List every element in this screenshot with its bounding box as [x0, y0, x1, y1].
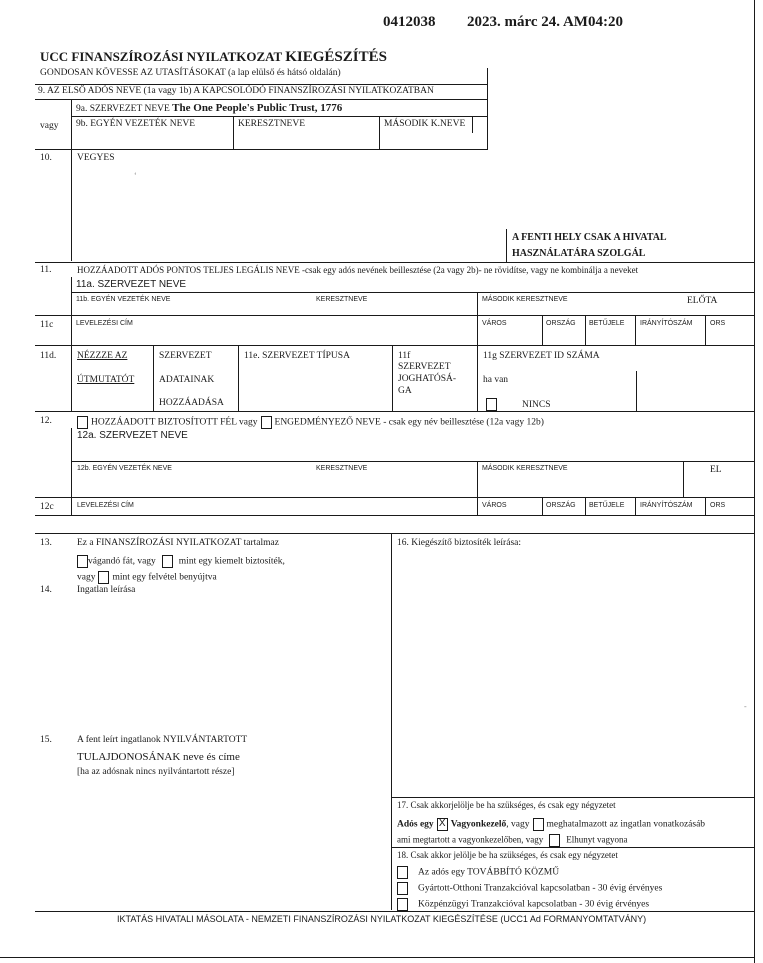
jurisdiction-11f-2: SZERVEZET	[398, 362, 451, 372]
section-12-heading: HOZZÁADOTT BIZTOSÍTOTT FÉL vagy ENGEDMÉNYEZŐ NEVE - csak egy név beillesztése (12a vagy 12b)	[77, 416, 544, 429]
stray-mark: ‘	[134, 171, 137, 180]
mailing-address-11c[interactable]: LEVELEZÉSI CÍM	[76, 320, 133, 327]
section-15-num: 15.	[40, 735, 52, 745]
zip-11c[interactable]: IRÁNYÍTÓSZÁM	[640, 320, 693, 327]
fixture-checkbox[interactable]	[162, 555, 173, 568]
city-11c[interactable]: VÁROS	[482, 320, 507, 327]
firstname-label: KERESZTNEVE	[238, 119, 306, 129]
public-finance-option: Közpénzügyi Tranzakcióval kapcsolatban - 30 évig érvényes	[397, 898, 649, 911]
section-11d-num: 11d.	[40, 351, 57, 361]
instructions: GONDOSAN KÖVESSE AZ UTASÍTÁSOKAT (a lap elülső és hátsó oldalán)	[40, 68, 341, 78]
section-10-num: 10.	[40, 153, 52, 163]
country-code-12c: ORS	[710, 502, 726, 509]
none-option[interactable]: NINCS	[483, 398, 551, 411]
org-id-11g[interactable]: 11g SZERVEZET ID SZÁMA	[483, 351, 600, 361]
if-any-label: ha van	[483, 375, 509, 385]
surname-12b[interactable]: 12b. EGYÉN VEZETÉK NEVE	[77, 465, 172, 472]
section-9-heading: 9. AZ ELSŐ ADÓS NEVE (1a vagy 1b) A KAPCSOLÓDÓ FINANSZÍROZÁSI NYILATKOZATBAN	[38, 86, 434, 96]
transmitting-utility-option: Az adós egy TOVÁBBÍTÓ KÖZMŰ	[397, 866, 559, 879]
prefix-12b: EL	[710, 465, 722, 475]
middle-12b[interactable]: MÁSODIK KERESZTNEVE	[482, 465, 568, 472]
prefix-11b: ELŐTA	[687, 296, 718, 306]
section-11-heading: HOZZÁADOTT ADÓS PONTOS TELJES LEGÁLIS NEVE -csak egy adós nevének beillesztése (2a vagy 2b)- ne rövidítse, vagy ne kombinálja a neveket	[77, 265, 639, 275]
trustee-power-checkbox[interactable]	[533, 818, 544, 831]
none-checkbox[interactable]	[486, 398, 497, 411]
as-extracted-checkbox[interactable]	[98, 571, 109, 584]
city-12c[interactable]: VÁROS	[482, 502, 507, 509]
timber-checkbox[interactable]	[77, 555, 88, 568]
org-name-11a[interactable]: 11a. SZERVEZET NEVE	[76, 279, 187, 290]
section-13-line2: vágandó fát, vagy mint egy kiemelt biztosíték,	[77, 555, 285, 568]
mailing-address-12c[interactable]: LEVELEZÉSI CÍM	[77, 502, 134, 509]
section-13-num: 13.	[40, 538, 52, 548]
section-11-num: 11.	[40, 265, 52, 275]
middle-11b[interactable]: MÁSODIK KERESZTNEVE	[482, 296, 568, 303]
org-name-field[interactable]: 9a. SZERVEZET NEVE The One People's Public Trust, 1776	[76, 102, 343, 114]
footer-text: IKTATÁS HIVATALI MÁSOLATA - NEMZETI FINANSZÍROZÁSI NYILATKOZAT KIEGÉSZÍTÉSE (UCC1 Ad FORMANYOMTATVÁNY)	[117, 914, 647, 924]
section-14-num: 14.	[40, 585, 52, 595]
secured-party-checkbox[interactable]	[77, 416, 88, 429]
filing-timestamp: 2023. márc 24. AM04:20	[467, 14, 623, 30]
middle-label: MÁSODIK K.NEVE	[384, 119, 466, 129]
section-16-label: 16. Kiegészítő biztosíték leírása:	[397, 538, 521, 548]
section-17-line1: Adós egy X Vagyonkezelő, vagy meghatalmazott az ingatlan vonatkozásáb	[397, 818, 706, 830]
page-edge	[754, 0, 755, 963]
section-17-heading: 17. Csak akkorjelölje be ha szükséges, és csak egy négyzetet	[397, 800, 616, 810]
record-owner-line3: [ha az adósnak nincs nyilvántartott része]	[77, 767, 235, 777]
trustee-checkbox[interactable]: X	[437, 818, 448, 831]
file-number: 0412038	[383, 14, 436, 30]
section-17-line2: ami megtartott a vagyonkezelőben, vagy Elhunyt vagyona	[397, 834, 627, 847]
office-use-line2: HASZNÁLATÁRA SZOLGÁL	[512, 248, 646, 259]
real-estate-description[interactable]: Ingatlan leírása	[77, 585, 136, 595]
see-instructions-link-2[interactable]: ÚTMUTATÓT	[77, 375, 135, 385]
record-owner-line1: A fent leírt ingatlanok NYILVÁNTARTOTT	[77, 735, 248, 745]
country-12c[interactable]: ORSZÁG	[546, 502, 576, 509]
zip-12c[interactable]: IRÁNYÍTÓSZÁM	[640, 502, 693, 509]
country-code-11c: ORS	[710, 320, 726, 327]
org-info-1: SZERVEZET	[159, 351, 212, 361]
page-edge-bottom	[0, 957, 755, 958]
org-name-12a[interactable]: 12a. SZERVEZET NEVE	[77, 430, 188, 441]
section-12c-num: 12c	[40, 502, 54, 512]
section-12-num: 12.	[40, 416, 52, 426]
assignor-checkbox[interactable]	[261, 416, 272, 429]
jurisdiction-11f-4: GA	[398, 386, 412, 396]
state-12c[interactable]: BETŰJELE	[589, 502, 625, 509]
org-type-11e[interactable]: 11e. SZERVEZET TÍPUSA	[244, 351, 350, 361]
manufactured-home-option: Gyártott-Otthoni Tranzakcióval kapcsolatban - 30 évig érvényes	[397, 882, 662, 895]
firstname-11b[interactable]: KERESZTNEVE	[316, 296, 368, 303]
state-11c[interactable]: BETŰJELE	[589, 320, 625, 327]
manufactured-home-checkbox[interactable]	[397, 882, 408, 895]
org-info-2: ADATAINAK	[159, 375, 215, 385]
misc-label: VEGYES	[77, 153, 115, 163]
jurisdiction-11f-1[interactable]: 11f	[398, 351, 411, 361]
record-owner-line2: TULAJDONOSÁNAK neve és címe	[77, 751, 240, 763]
firstname-12b[interactable]: KERESZTNEVE	[316, 465, 368, 472]
country-11c[interactable]: ORSZÁG	[546, 320, 576, 327]
or-label: vagy	[40, 121, 59, 131]
decedent-estate-checkbox[interactable]	[549, 834, 560, 847]
surname-11b[interactable]: 11b. EGYÉN VEZETÉK NEVE	[76, 296, 171, 303]
jurisdiction-11f-3: JOGHATÓSÁ-	[398, 374, 457, 384]
section-13-line1: Ez a FINANSZÍROZÁSI NYILATKOZAT tartalmaz	[77, 538, 279, 548]
section-13-line3: vagy mint egy felvétel benyújtva	[77, 572, 217, 583]
stray-mark-2: -	[744, 702, 747, 711]
org-info-3: HOZZÁADÁSA	[159, 398, 224, 408]
section-11c-num: 11c	[40, 320, 54, 330]
public-finance-checkbox[interactable]	[397, 898, 408, 911]
section-18-heading: 18. Csak akkor jelölje be ha szükséges, és csak egy négyzetet	[397, 850, 618, 860]
form-title: UCC FINANSZÍROZÁSI NYILATKOZAT KIEGÉSZÍTÉS	[40, 49, 387, 65]
see-instructions-link-1[interactable]: NÉZZZE AZ	[77, 351, 128, 361]
surname-label: 9b. EGYÉN VEZETÉK NEVE	[76, 119, 196, 129]
office-use-line1: A FENTI HELY CSAK A HIVATAL	[512, 232, 667, 243]
transmitting-utility-checkbox[interactable]	[397, 866, 408, 879]
